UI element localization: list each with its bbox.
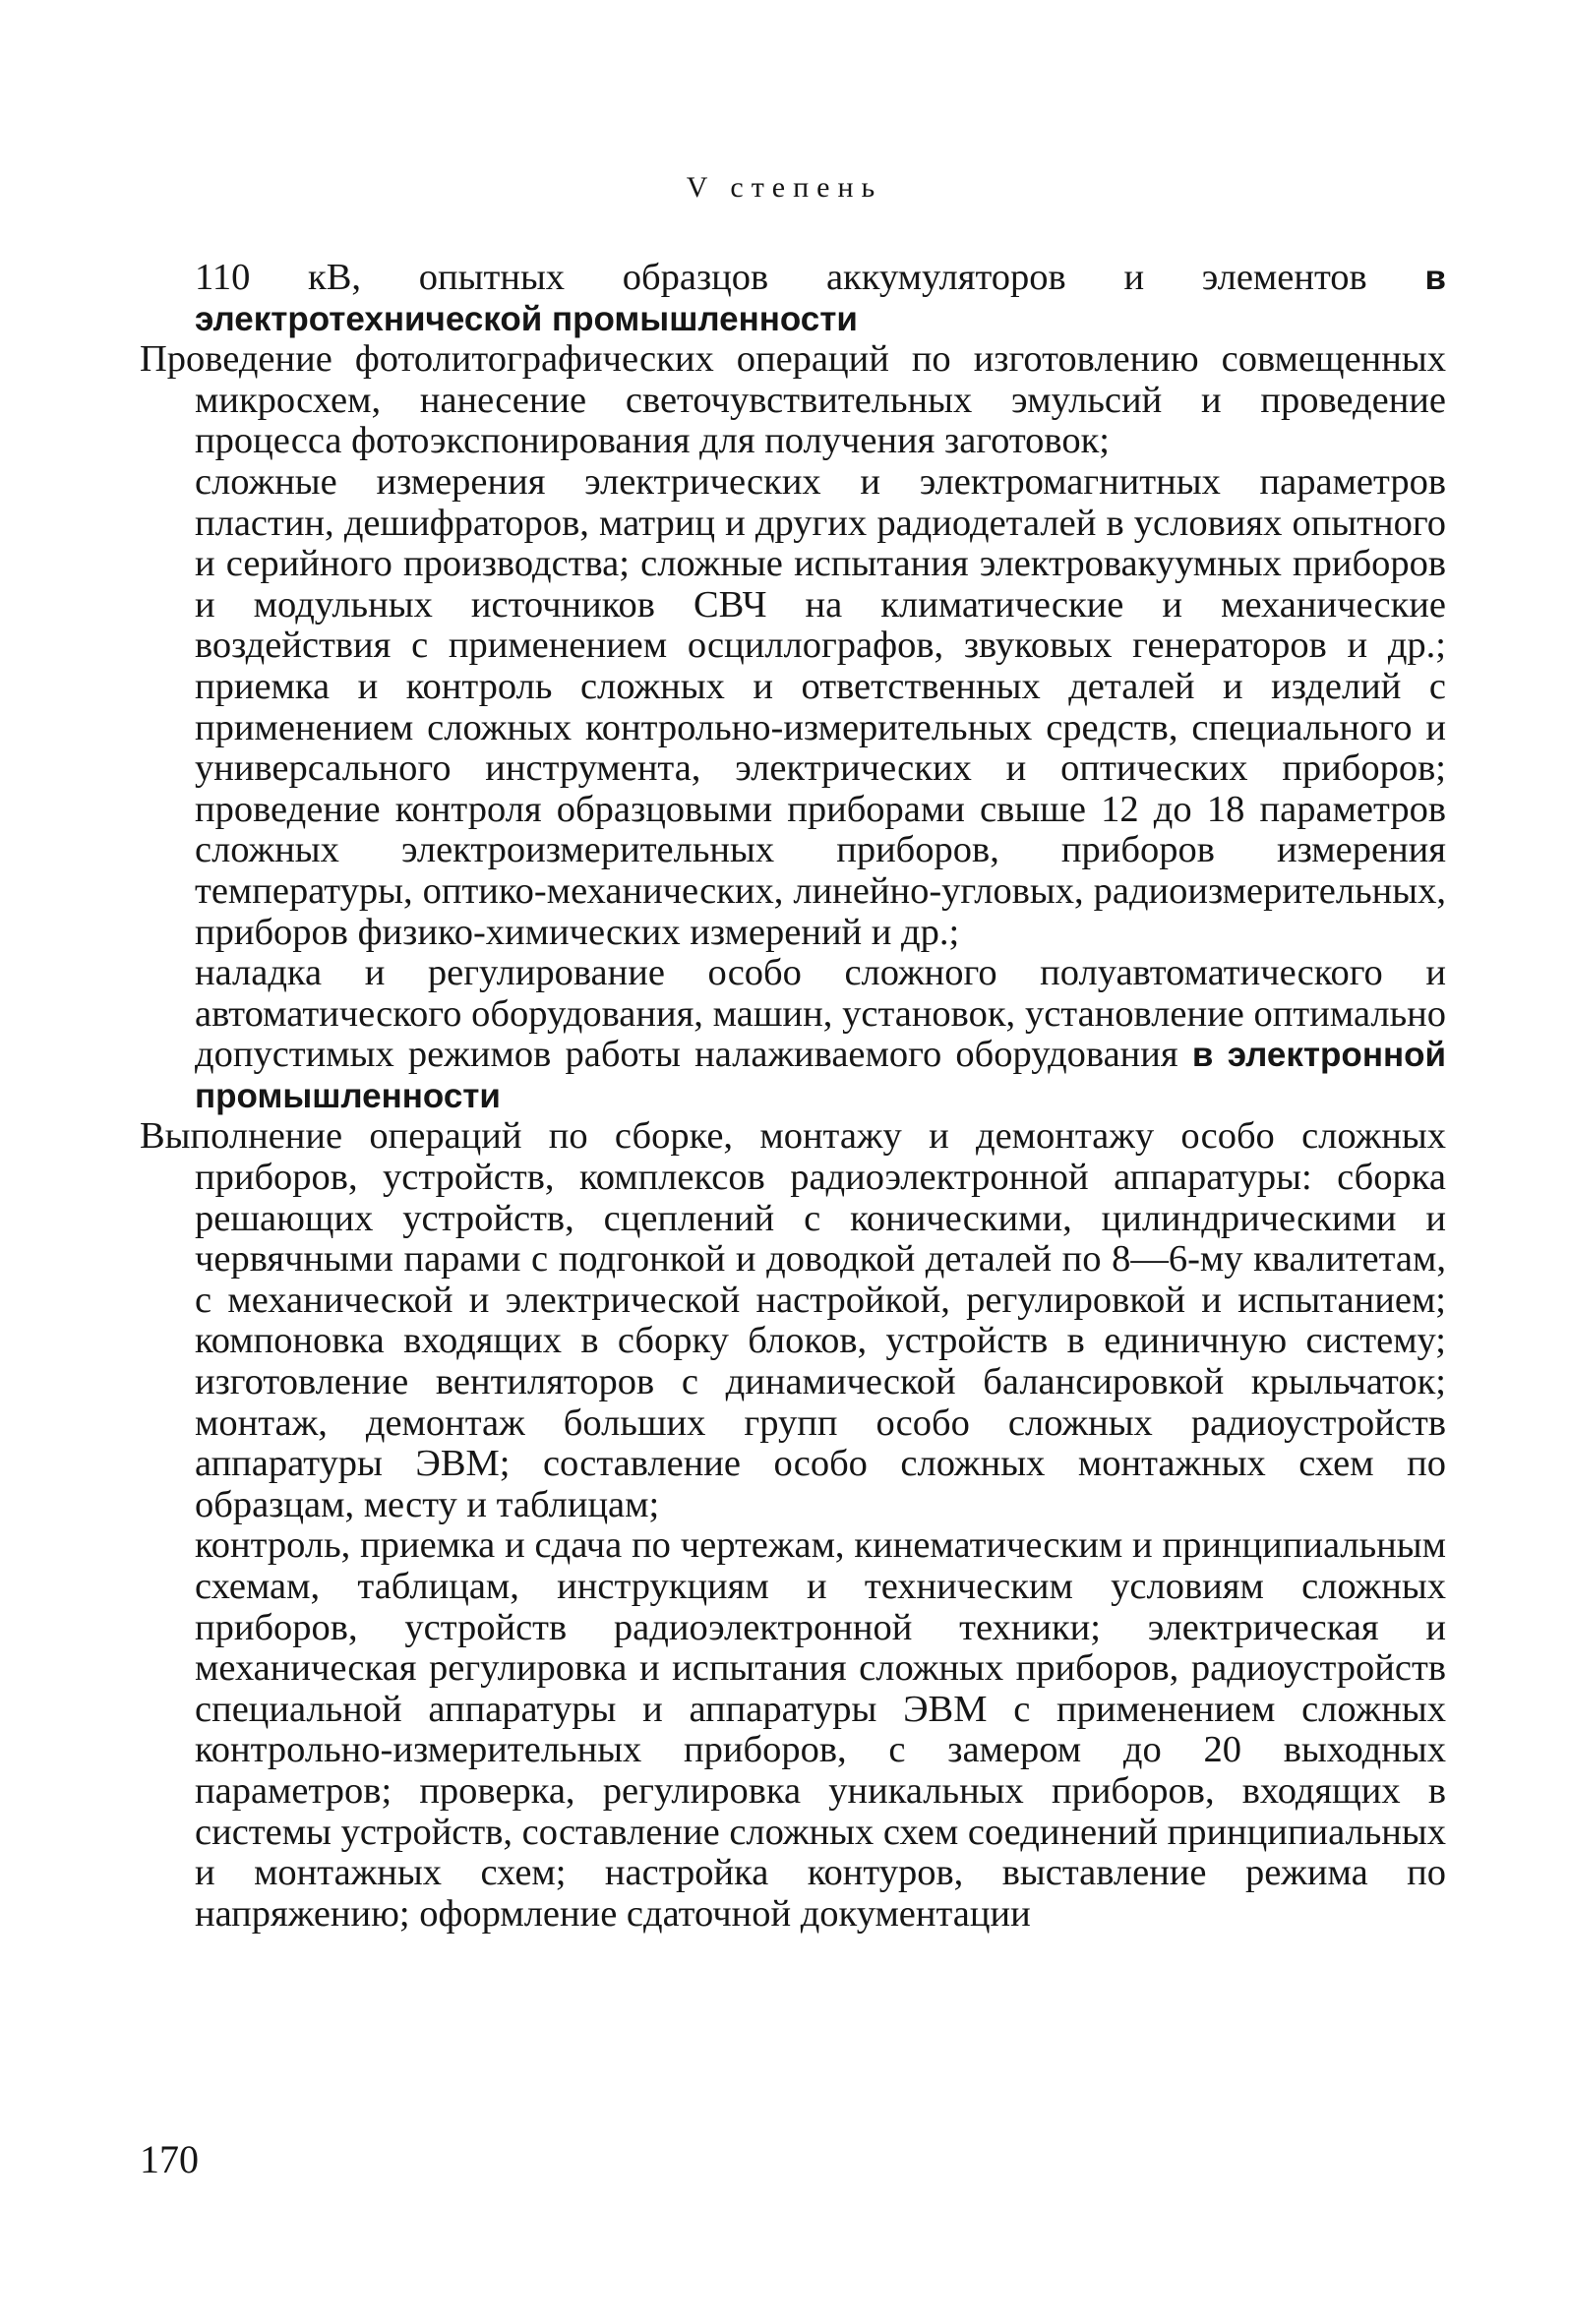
industry-heading-electrotechnical: в электротехнической промышленности bbox=[195, 259, 1446, 338]
paragraph-text: 110 кВ, опытных образцов аккумуляторов и элементов bbox=[195, 257, 1425, 298]
paragraph-measurements: сложные измерения электрических и электромагнитных параметров пластин, дешифраторов, матриц и других радиодеталей в условиях опытного и серийного производства; сложные испытания электровакуумных приборов и модульных источников СВЧ на климатические и механические воздействия с применением осциллографов, звуковых генераторов и др.; приемка и контроль сложных и ответственных деталей и изделий с применением сложных контрольно-измерительных средств, специального и универсального инструмента, электрических и оптических приборов; проведение контроля образцовыми приборами свыше 12 до 18 параметров сложных электроизмерительных приборов, приборов измерения температуры, оптико-механических, линейно-угловых, радиоизмерительных, приборов физико-химических измерений и др.; bbox=[195, 460, 1446, 953]
paragraph-photolithography: Проведение фотолитографических операций по изготовлению совмещенных микросхем, нанесение светочувствительных эмульсий и проведение процесса фотоэкспонирования для получения заготовок; bbox=[140, 338, 1446, 462]
paragraph-continuation bbox=[140, 258, 1446, 339]
paragraph-adjustment bbox=[140, 953, 1446, 1116]
body-text bbox=[140, 258, 1446, 1935]
paragraph-inspection: контроль, приемка и сдача по чертежам, кинематическим и принципиальным схемам, таблицам, инструкциям и техническим условиям сложных приборов, устройств радиоэлектронной техники; электрическая и механическая регулировка и испытания сложных приборов, радиоустройств специальной аппаратуры и аппаратуры ЭВМ с применением сложных контрольно-измерительных приборов, с замером до 20 выходных параметров; проверка, регулировка уникальных приборов, входящих в системы устройств, составление сложных схем соединений принципиальных и монтажных схем; настройка контуров, выставление режима по напряжению; оформление сдаточной документации bbox=[195, 1524, 1446, 1935]
page-number: 170 bbox=[140, 2137, 199, 2181]
running-head: V степень bbox=[686, 171, 883, 204]
industry-heading-electronic: в электронной промышленности bbox=[195, 1036, 1446, 1115]
paragraph-assembly: Выполнение операций по сборке, монтажу и демонтажу особо сложных приборов, устройств, комплексов радиоэлектронной аппаратуры: сборка решающих устройств, сцеплений с коническими, цилиндрическими и червячными парами с подгонкой и доводкой деталей по 8—6-му квалитетам, с механической и электрической настройкой, регулировкой и испытанием; компоновка входящих в сборку блоков, устройств в единичную систему; изготовление вентиляторов с динамической балансировкой крыльчаток; монтаж, демонтаж больших групп особо сложных радиоустройств аппаратуры ЭВМ; составление особо сложных монтажных схем по образцам, месту и таблицам; bbox=[140, 1115, 1446, 1525]
paragraph-text: наладка и регулирование особо сложного полуавтоматического и автоматического оборудования, машин, установок, установление оптимально допустимых режимов работы налаживаемого оборудования bbox=[195, 952, 1446, 1076]
